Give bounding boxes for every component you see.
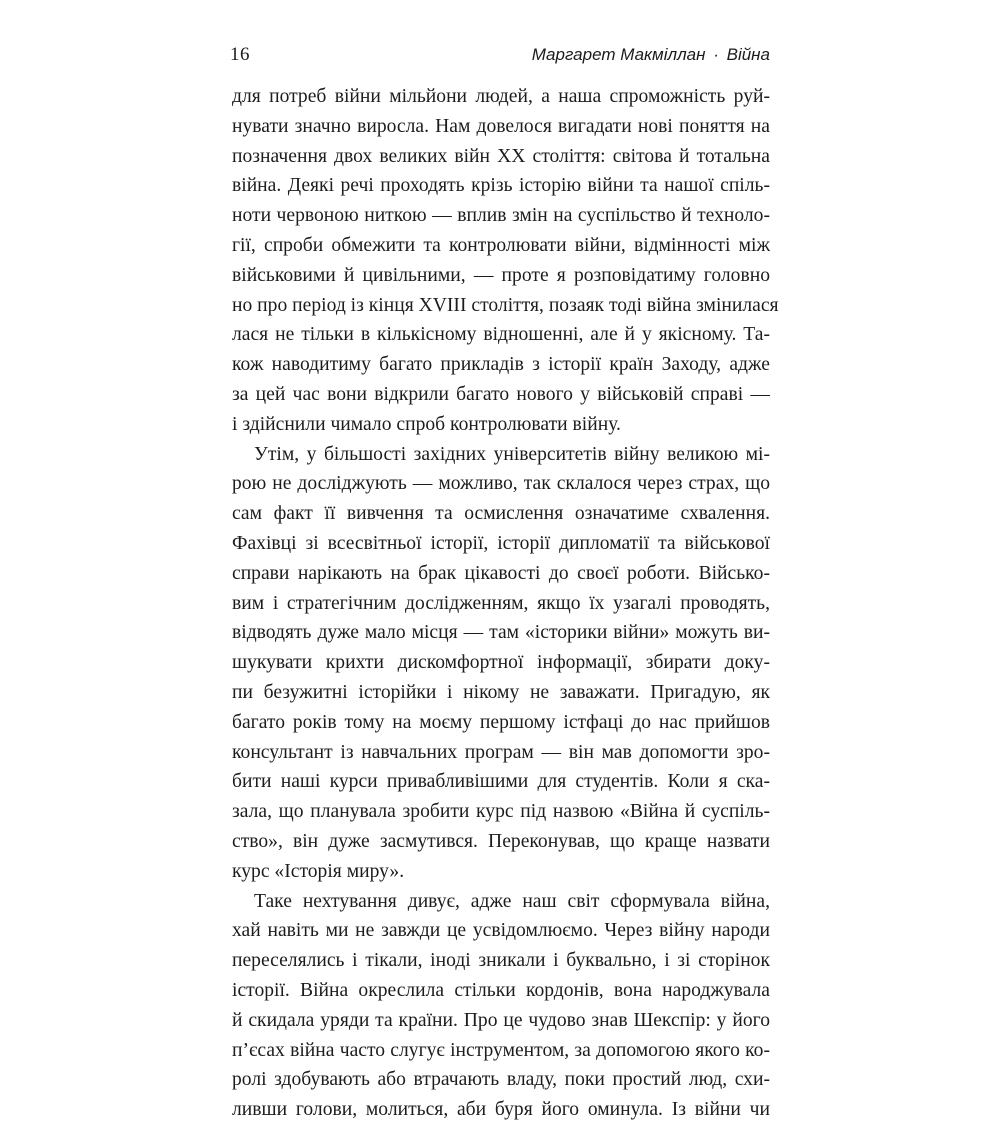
page-number: 16 bbox=[230, 44, 250, 65]
text-line: кож наводитиму багато прикладів з історії країн Заходу, адже bbox=[232, 354, 770, 376]
text-line: війна. Деякі речі проходять крізь історію війни та нашої спіль- bbox=[232, 175, 770, 197]
text-line: сам факт її вивчення та осмислення означатиме схвалення. bbox=[232, 503, 770, 525]
text-line: й скидала уряди та країни. Про це чудово знав Шекспір: у його bbox=[232, 1009, 770, 1031]
running-head bbox=[532, 45, 770, 65]
text-line: ноти червоною ниткою — вплив змін на суспільство й техноло- bbox=[232, 205, 770, 227]
text-line: зала, що планувала зробити курс під назвою «Війна й суспіль- bbox=[232, 801, 770, 823]
text-line: багато років тому на моєму першому істфаці до нас прийшов bbox=[232, 711, 770, 733]
text-line: ство», він дуже засмутився. Переконував, що краще назвати bbox=[232, 830, 770, 852]
text-line: історії. Війна окреслила стільки кордонів, вона народжувала bbox=[232, 979, 770, 1001]
text-line: переселялись і тікали, іноді зникали і буквально, і зі сторінок bbox=[232, 950, 770, 972]
header-separator: · bbox=[713, 45, 719, 64]
text-line: для потреб війни мільйони людей, а наша спроможність руй- bbox=[232, 86, 770, 107]
text-line: нувати значно виросла. Нам довелося вигадати нові поняття на bbox=[232, 115, 770, 137]
text-line: гії, спроби обмежити та контролювати війни, відмінності між bbox=[232, 234, 770, 256]
text-line: вим і стратегічним дослідженням, якщо їх узагалі проводять, bbox=[232, 592, 770, 614]
text-line: шукувати крихти дискомфортної інформації, збирати доку- bbox=[232, 652, 770, 674]
text-line: бити наші курси привабливішими для студентів. Коли я ска- bbox=[232, 771, 770, 793]
text-line: п’єсах війна часто слугує інструментом, за допомогою якого ко- bbox=[232, 1039, 770, 1061]
text-line: курс «Історія миру». bbox=[232, 860, 405, 882]
text-line: Таке нехтування дивує, адже наш світ сформувала війна, bbox=[254, 890, 770, 912]
text-line: консультант із навчальних програм — він мав допомогти зро- bbox=[232, 741, 770, 763]
text-line: ролі здобувають або втрачають владу, поки простий люд, схи- bbox=[232, 1069, 770, 1091]
text-line: Утім, у більшості західних університетів війну великою мі- bbox=[254, 443, 770, 465]
text-line: Фахівці зі всесвітньої історії, історії дипломатії та військової bbox=[232, 532, 770, 554]
text-line: відводять дуже мало місця — там «історики війни» можуть ви- bbox=[232, 622, 770, 644]
text-line: хай навіть ми не завжди це усвідомлюємо. Через війну народи bbox=[232, 920, 770, 942]
text-line: рою не досліджують — можливо, так склалося через страх, що bbox=[232, 473, 770, 495]
text-line: справи нарікають на брак цікавості до своєї роботи. Військо- bbox=[232, 562, 770, 584]
text-line: пи безужитні історійки і нікому не заважати. Пригадую, як bbox=[232, 681, 770, 703]
page-header bbox=[230, 44, 770, 72]
text-line: но про період із кінця XVIII століття, позаяк тоді війна змінилася bbox=[232, 294, 779, 316]
book-title: Війна bbox=[726, 45, 770, 64]
text-line: лася не тільки в кількісному відношенні, але й у якісному. Та- bbox=[232, 324, 770, 346]
text-line: військовими й цивільними, — проте я розповідатиму головно bbox=[232, 264, 770, 286]
author-name: Маргарет Макміллан bbox=[531, 45, 706, 64]
text-line: ливши голови, молиться, аби буря його оминула. Із війни чи bbox=[232, 1099, 770, 1121]
body-text bbox=[232, 82, 779, 1125]
text-line: і здійснили чималo спроб контролювати війну. bbox=[232, 413, 621, 435]
text-line: за цей час вони відкрили багато нового у військовій справі — bbox=[232, 383, 770, 405]
text-line: позначення двох великих війн XX століття: світова й тотальна bbox=[232, 145, 770, 167]
